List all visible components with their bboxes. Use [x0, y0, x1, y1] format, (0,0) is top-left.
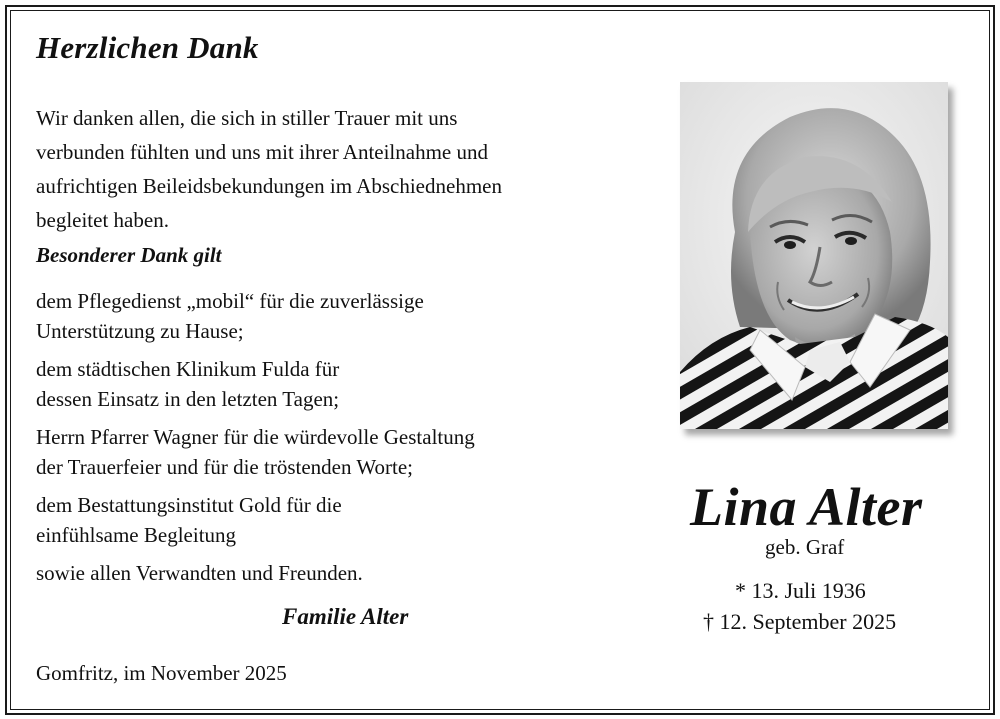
intro-line: Wir danken allen, die sich in stiller Trauer mit uns [36, 106, 458, 130]
intro-line: verbunden fühlten und uns mit ihrer Anteilnahme und [36, 140, 488, 164]
signature: Familie Alter [282, 604, 409, 629]
thanks-item [36, 286, 475, 346]
thanks-line: Herrn Pfarrer Wagner für die würdevolle Gestaltung [36, 425, 475, 449]
thanks-item [36, 558, 475, 588]
intro-text [36, 101, 656, 237]
thanks-line: dem Bestattungsinstitut Gold für die [36, 493, 342, 517]
heading: Herzlichen Dank [36, 30, 259, 65]
place-date: Gomfritz, im November 2025 [36, 661, 287, 685]
portrait-photo-icon [680, 82, 948, 429]
portrait-illustration [680, 82, 948, 429]
thanks-line: dessen Einsatz in den letzten Tagen; [36, 387, 340, 411]
thanks-line: der Trauerfeier und für die tröstenden Worte; [36, 455, 413, 479]
death-date: † 12. September 2025 [703, 609, 897, 634]
thanks-line: Unterstützung zu Hause; [36, 319, 244, 343]
thanks-line: dem städtischen Klinikum Fulda für [36, 357, 340, 381]
special-thanks-heading: Besonderer Dank gilt [36, 243, 222, 267]
maiden-name: geb. Graf [765, 535, 845, 559]
intro-line: aufrichtigen Beileidsbekundungen im Abschiednehmen [36, 174, 502, 198]
thanks-line: dem Pflegedienst „mobil“ für die zuverlässige [36, 289, 424, 313]
thanks-item [36, 354, 475, 414]
thanks-list [36, 286, 475, 596]
birth-date: * 13. Juli 1936 [735, 578, 866, 603]
thanks-line: einfühlsame Begleitung [36, 523, 237, 547]
thanks-line: sowie allen Verwandten und Freunden. [36, 561, 363, 585]
thanks-item [36, 422, 475, 482]
thanks-item [36, 490, 475, 550]
intro-line: begleitet haben. [36, 208, 169, 232]
deceased-name: Lina Alter [690, 477, 923, 537]
